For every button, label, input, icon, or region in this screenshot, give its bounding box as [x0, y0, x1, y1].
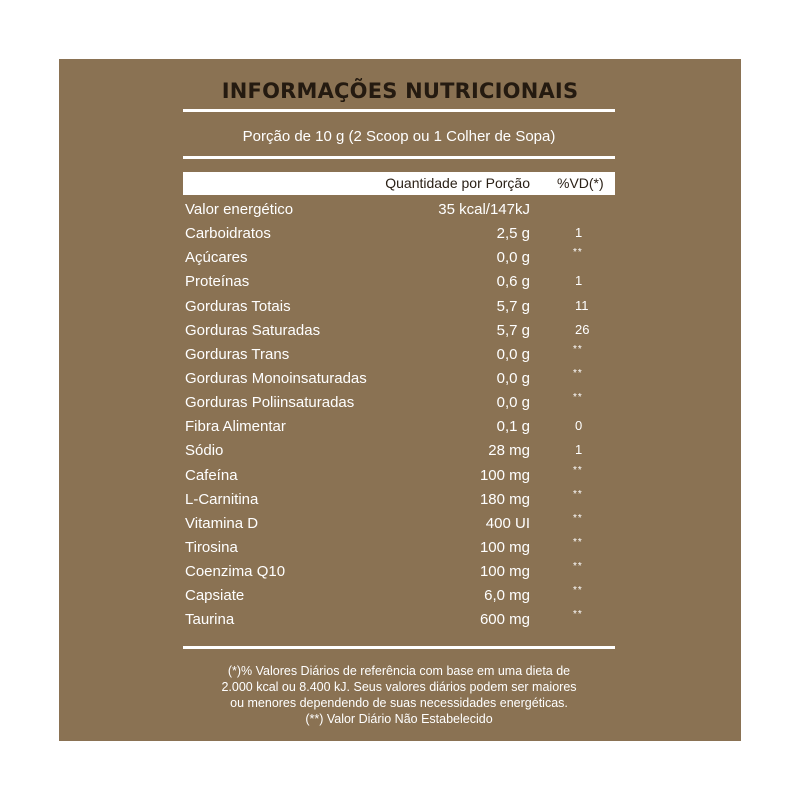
portion-divider	[183, 156, 615, 159]
nutrient-row	[183, 271, 615, 295]
nutrient-quantity: 35 kcal/147kJ	[438, 201, 530, 218]
nutrient-row	[183, 344, 615, 368]
nutrient-quantity: 100 mg	[479, 466, 530, 484]
nutrient-name: Proteínas	[185, 273, 250, 291]
nutrient-row	[183, 296, 615, 320]
nutrient-quantity: 0,0 g	[496, 394, 530, 412]
nutrient-row	[183, 513, 615, 537]
nutrient-vd: **	[573, 609, 583, 621]
nutrient-vd: **	[573, 367, 583, 379]
nutrient-vd: **	[573, 247, 583, 259]
nutrient-name: Capsiate	[185, 587, 245, 605]
nutrient-name: Fibra Alimentar	[185, 418, 286, 436]
nutrient-quantity: 0,1 g	[496, 418, 530, 436]
nutrient-row	[183, 368, 615, 392]
nutrient-quantity: 0,0 g	[496, 345, 530, 363]
nutrient-vd: 26	[575, 321, 590, 337]
nutrient-row	[183, 440, 615, 464]
nutrient-name: Valor energético	[185, 201, 294, 218]
nutrient-name: Gorduras Totais	[185, 297, 291, 315]
nutrient-row	[183, 585, 615, 609]
nutrient-name: Carboidratos	[185, 225, 271, 243]
nutrient-quantity: 100 mg	[479, 563, 530, 581]
footer-divider	[183, 646, 615, 649]
nutrient-vd: **	[573, 392, 583, 404]
footnote-line: (*)% Valores Diários de referência com base em uma dieta de	[227, 664, 571, 678]
nutrient-row	[183, 537, 615, 561]
nutrient-name: Açúcares	[185, 249, 248, 267]
nutrient-name: Gorduras Saturadas	[185, 321, 321, 339]
footnote-line: ou menores dependendo de suas necessidades energéticas.	[230, 696, 568, 710]
nutrient-name: Taurina	[185, 611, 235, 629]
table-header	[183, 172, 615, 195]
footnote	[183, 663, 615, 727]
nutrient-quantity: 2,5 g	[496, 225, 530, 243]
nutrient-name: Gorduras Monoinsaturadas	[185, 369, 367, 387]
nutrient-vd: **	[573, 488, 583, 500]
nutrient-vd: **	[573, 343, 583, 355]
header-quantity: Quantidade por Porção	[385, 175, 530, 191]
nutrient-name: L-Carnitina	[185, 490, 259, 508]
nutrient-row	[183, 320, 615, 344]
nutrient-quantity: 0,0 g	[496, 369, 530, 387]
nutrient-vd: 1	[575, 273, 583, 289]
nutrient-row	[183, 465, 615, 489]
nutrient-quantity: 0,0 g	[496, 249, 530, 267]
nutrient-name: Tirosina	[185, 538, 238, 556]
nutrient-row	[183, 247, 615, 271]
nutrient-quantity: 5,7 g	[496, 321, 530, 339]
nutrient-row	[183, 223, 615, 247]
nutrient-vd: **	[573, 561, 583, 573]
header-vd: %VD(*)	[557, 175, 604, 191]
nutrient-quantity: 100 mg	[479, 538, 530, 556]
nutrient-name: Coenzima Q10	[185, 563, 286, 581]
nutrition-panel	[59, 59, 741, 741]
nutrient-name: Cafeína	[185, 466, 238, 484]
nutrient-row	[183, 561, 615, 585]
nutrient-name: Gorduras Poliinsaturadas	[185, 394, 355, 412]
nutrient-quantity: 6,0 mg	[484, 587, 530, 605]
nutrient-quantity: 5,7 g	[496, 297, 530, 315]
nutrient-vd: 1	[575, 442, 583, 458]
footnote-line: (**) Valor Diário Não Estabelecido	[305, 712, 493, 726]
nutrient-vd: **	[573, 536, 583, 548]
nutrient-vd: 11	[575, 297, 589, 313]
nutrient-table	[183, 199, 615, 634]
nutrient-vd: **	[573, 464, 583, 476]
nutrient-quantity: 0,6 g	[496, 273, 530, 291]
title-divider	[183, 109, 615, 112]
nutrient-row	[183, 199, 615, 223]
portion-text: Porção de 10 g (2 Scoop ou 1 Colher de Sopa)	[242, 128, 556, 145]
nutrient-quantity: 180 mg	[479, 490, 530, 508]
nutrient-vd: 0	[575, 418, 583, 434]
nutrient-quantity: 28 mg	[488, 442, 530, 460]
nutrient-name: Vitamina D	[185, 514, 259, 532]
nutrient-row	[183, 416, 615, 440]
footnote-line: 2.000 kcal ou 8.400 kJ. Seus valores diários podem ser maiores	[221, 680, 577, 694]
panel-title: INFORMAÇÕES NUTRICIONAIS	[221, 79, 579, 103]
nutrient-vd: 1	[575, 225, 583, 241]
nutrient-vd: **	[573, 512, 583, 524]
nutrient-name: Gorduras Trans	[185, 345, 290, 363]
nutrient-vd: **	[573, 585, 583, 597]
nutrient-quantity: 600 mg	[479, 611, 530, 629]
nutrient-row	[183, 392, 615, 416]
nutrient-name: Sódio	[185, 442, 224, 460]
nutrient-quantity: 400 UI	[485, 514, 530, 532]
nutrient-row	[183, 489, 615, 513]
nutrient-row	[183, 609, 615, 633]
